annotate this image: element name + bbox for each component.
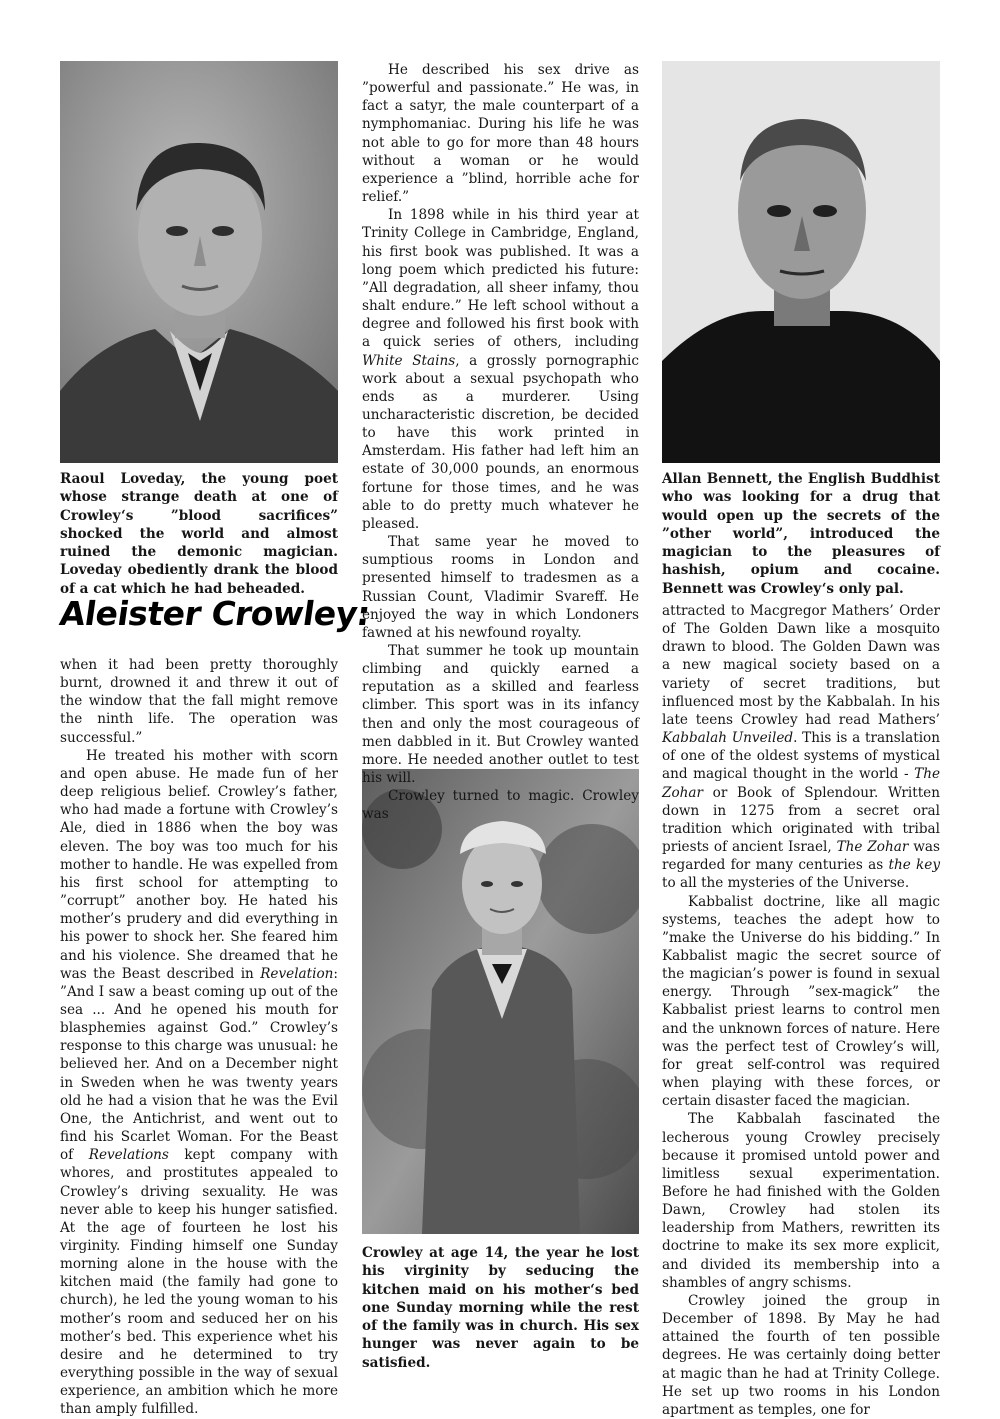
left-paragraph-2: He treated his mother with scorn and open abuse. He made fun of her deep religious belief. Crowley’s father, who had made a fortune with Crowley’s Ale, died in 1886 when the boy was eleven. The boy was too much for his mother to handle. He was expelled from his first school for attempting to ”corrupt” another boy. He hated his mother’s prudery and did everything in his power to shock her. She feared him and his violence. She dreamed that he was the Beast described in Revelation: ”And I saw a beast coming up out of the sea ... And he opened his mouth for blasphemies against God.” Crowley’s response to this charge was unusual: he believed her. And on a December night in Sweden when he was twenty years old he had a vision that he was the Evil One, the Antichrist, and went out to find his Scarlet Woman. For the Beast of Revelations kept company with whores, and prostitutes appealed to Crowley’s driving sexuality. He was never able to keep his hunger satisfied. At the age of fourteen he lost his virginity. Finding himself one Sunday morning alone in the house with the kitchen maid (the family had gone to church), he led the young woman to his mother’s room and seduced her on his mother’s bed. This experience whet his desire and he determined to try everything possible in the way of sexual experience, an ambition which he more than amply fulfilled. (60, 747, 338, 1418)
middle-column-text (362, 61, 639, 824)
right-column-text (662, 602, 940, 1419)
crowley-photo (362, 769, 639, 1234)
loveday-caption: Raoul Loveday, the young poet whose strange death at one of Crowley‘s ”blood sacrifices” shocked the world and almost ruined the demonic magician. Loveday obediently drank the blood of a cat which he had beheaded. (60, 471, 338, 597)
loveday-photo (60, 61, 338, 463)
crowley-age-14-image (362, 769, 639, 1234)
left-paragraph-1: when it had been pretty thoroughly burnt, drowned it and threw it out of the window that the fall might remove the ninth life. The operation was successful.” (60, 657, 338, 746)
bennett-portrait-image (662, 61, 940, 463)
middle-paragraph-3: That same year he moved to sumptious rooms in London and presented himself to tradesmen as a Russian Count, Vladimir Svareff. He enjoyed the way in which Londoners fawned at his newfound royalty. (362, 534, 639, 641)
bennett-caption: Allan Bennett, the English Buddhist who was looking for a drug that would open up the secrets of the ”other world”, introduced the magician to the pleasures of hashish, opium and cocaine. Bennett was Crowley‘s only pal. (662, 471, 940, 597)
left-column-text (60, 656, 338, 1419)
middle-paragraph-1: He described his sex drive as ”powerful and passionate.” He was, in fact a satyr, the male counterpart of a nymphomaniac. During his life he was not able to go for more than 48 hours without a woman or he would experience a ”blind, horrible ache for relief.” (362, 62, 639, 206)
right-paragraph-4: Crowley joined the group in December of 1898. By May he had attained the fourth of ten possible degrees. He was certainly doing better at magic than he had at Trinity College. He set up two rooms in his London apartment as temples, one for (662, 1292, 940, 1418)
bennett-photo (662, 61, 940, 463)
loveday-portrait-image (60, 61, 338, 463)
right-paragraph-1: attracted to Macgregor Mathers’ Order of The Golden Dawn like a mosquito drawn to blood. The Golden Dawn was a new magical society based on a variety of secret traditions, but influenced most by the Kabbalah. In his late teens Crowley had read Mathers’ Kabbalah Unveiled. This is a translation of one of the oldest systems of mystical and magical thought in the world - The Zohar or Book of Splendour. Written down in 1275 from a secret oral tradition which originated with tribal priests of ancient Israel, The Zohar was regarded for many centuries as the key to all the mysteries of the Universe. (662, 603, 941, 892)
middle-paragraph-4: That summer he took up mountain climbing and quickly earned a reputation as a skilled and fearless climber. This sport was in its infancy then and only the most courageous of men dabbled in it. But Crowley wanted more. He needed another outlet to test his will. (362, 643, 639, 787)
crowley-caption: Crowley at age 14, the year he lost his virginity by seducing the kitchen maid on his mother‘s bed one Sunday morning while the rest of the family was in church. His sex hunger was never again to be satisfied. (362, 1245, 639, 1371)
right-paragraph-2: Kabbalist doctrine, like all magic systems, teaches the adept how to ”make the Universe do his bidding.” In Kabbalist magic the secret source of the magician’s power is found in sexual energy. Through ”sex-magick” the Kabbalist priest learns to control men and the unknown forces of nature. Here was the perfect test of Crowley’s will, for great self-control was required when playing with these forces, or certain disaster faced the magician. (662, 893, 940, 1110)
middle-paragraph-2: In 1898 while in his third year at Trinity College in Cambridge, England, his first book was published. It was a long poem which predicted his future: ”All degradation, all sheer infamy, thou shalt endure.” He left school without a degree and followed his first book with a quick series of others, including White Stains, a grossly pornographic work about a sexual psychopath who ends as a murderer. Using uncharacteristic discretion, be decided to have this work printed in Amsterdam. His father had left him an estate of 30,000 pounds, an enormous fortune for those times, and he was able to do pretty much whatever he pleased. (362, 207, 639, 532)
middle-paragraph-5: Crowley turned to magic. Crowley was (362, 788, 639, 823)
right-paragraph-3: The Kabbalah fascinated the lecherous young Crowley precisely because it promised untold power and limitless sexual experimentation. Before he had finished with the Golden Dawn, Crowley had stolen its leadership from Mathers, rewritten its doctrine to make its sex more explicit, and divided its membership into a shambles of angry schisms. (662, 1111, 940, 1291)
article-headline: Aleister Crowley: (57, 594, 373, 633)
